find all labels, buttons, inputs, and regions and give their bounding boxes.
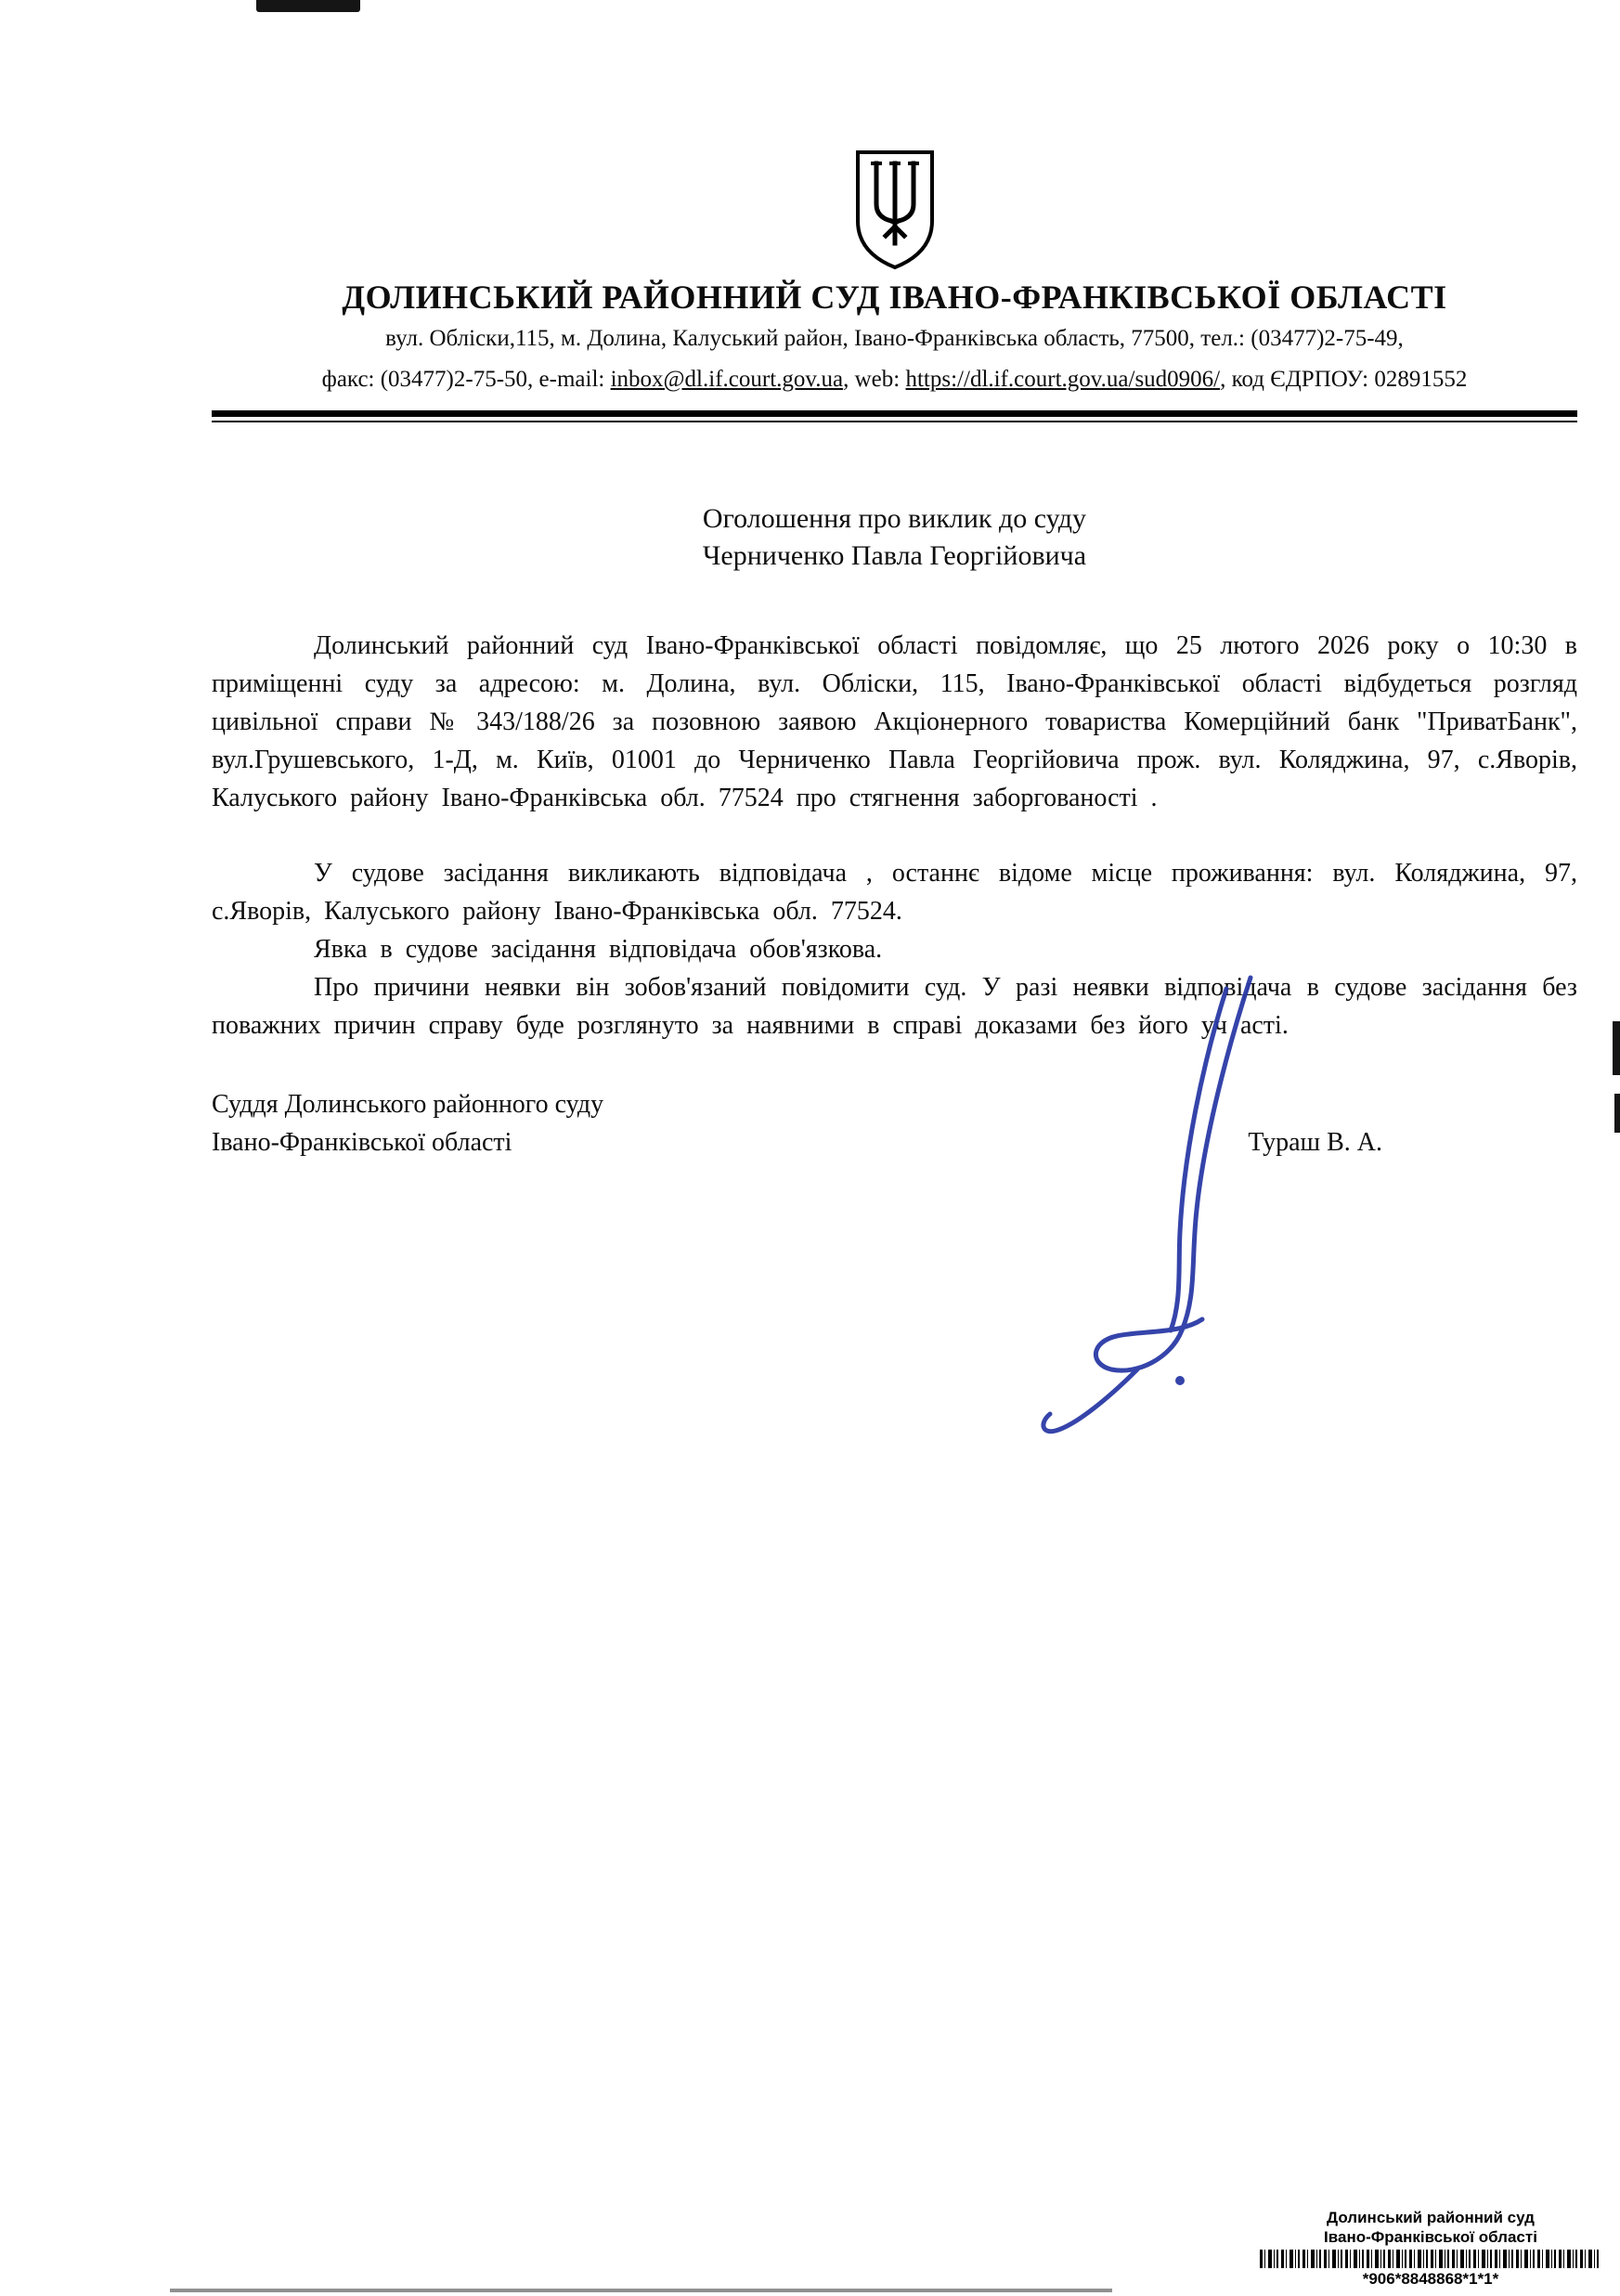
court-email: inbox@dl.if.court.gov.ua — [610, 367, 844, 392]
court-contacts-line — [212, 366, 1577, 394]
court-name: ДОЛИНСЬКИЙ РАЙОННИЙ СУД ІВАНО-ФРАНКІВСЬКОЇ ОБЛАСТІ — [342, 279, 1447, 316]
ukraine-trident-emblem — [850, 149, 940, 271]
paragraph-absence-warning: Про причини неявки він зобов'язаний повідомити суд. У разі неявки відповідача в судове засідання без поважних причин справу буде розглянуто за наявними в справі доказами без його уч асті. — [212, 973, 1577, 1040]
registration-stamp — [1254, 2208, 1607, 2289]
judge-title-line2: Івано-Франківської області — [212, 1128, 512, 1157]
header-divider — [212, 410, 1577, 422]
paragraph-case-details: Долинський районний суд Івано-Франківської області повідомляє, що 25 лютого 2026 року о 10:30 в приміщенні суду за адресою: м. Долина, вул. Обліски, 115, Івано-Франківської області відбудеться розгляд цивільної справи № 343/188/26 за позовною заявою Акціонерного товариства Комерційний банк "ПриватБанк", вул.Грушевського, 1-Д, м. Київ, 01001 до Черниченко Павла Георгійовича прож. вул. Коляджина, 97, с.Яворів, Калуського району Івано-Франківська обл. 77524 про стягнення заборгованості . — [212, 631, 1577, 812]
scan-artifact-edge — [1613, 1021, 1620, 1075]
barcode — [1260, 2250, 1601, 2268]
document-title — [212, 500, 1577, 575]
court-address-line: вул. Обліски,115, м. Долина, Калуський район, Івано-Франківська область, 77500, тел.: (03477)2-75-49, — [385, 326, 1404, 351]
document-title-line1: Оголошення про виклик до суду — [702, 503, 1087, 534]
paragraph-summons: У судове засідання викликають відповідача , останнє відоме місце проживання: вул. Коляджина, 97, с.Яворів, Калуського району Івано-Франківська обл. 77524. — [212, 859, 1577, 926]
court-letterhead — [212, 149, 1577, 422]
stamp-court-line1: Долинський районний суд — [1327, 2209, 1535, 2226]
court-website: https://dl.if.court.gov.ua/sud0906/ — [905, 367, 1221, 392]
scan-artifact-top — [256, 0, 360, 12]
scan-artifact-edge — [1614, 1094, 1620, 1133]
scan-artifact-bottom-line — [170, 2289, 1112, 2292]
stamp-court-line2: Івано-Франківської області — [1324, 2228, 1537, 2246]
contacts-suffix: , код ЄДРПОУ: 02891552 — [1220, 367, 1468, 392]
document-title-line2: Черниченко Павла Георгійовича — [702, 540, 1087, 571]
barcode-code: *906*8848868*1*1* — [1362, 2270, 1499, 2288]
contacts-mid: , web: — [843, 367, 906, 392]
judge-name: Тураш В. А. — [1248, 1128, 1382, 1157]
contacts-prefix: факс: (03477)2-75-50, e-mail: — [321, 367, 611, 392]
document-body — [212, 500, 1577, 1161]
judge-title — [212, 1085, 603, 1161]
signature-block — [212, 1085, 1577, 1161]
paragraph-attendance: Явка в судове засідання відповідача обов'язкова. — [314, 935, 883, 964]
judge-title-line1: Суддя Долинського районного суду — [212, 1090, 604, 1119]
